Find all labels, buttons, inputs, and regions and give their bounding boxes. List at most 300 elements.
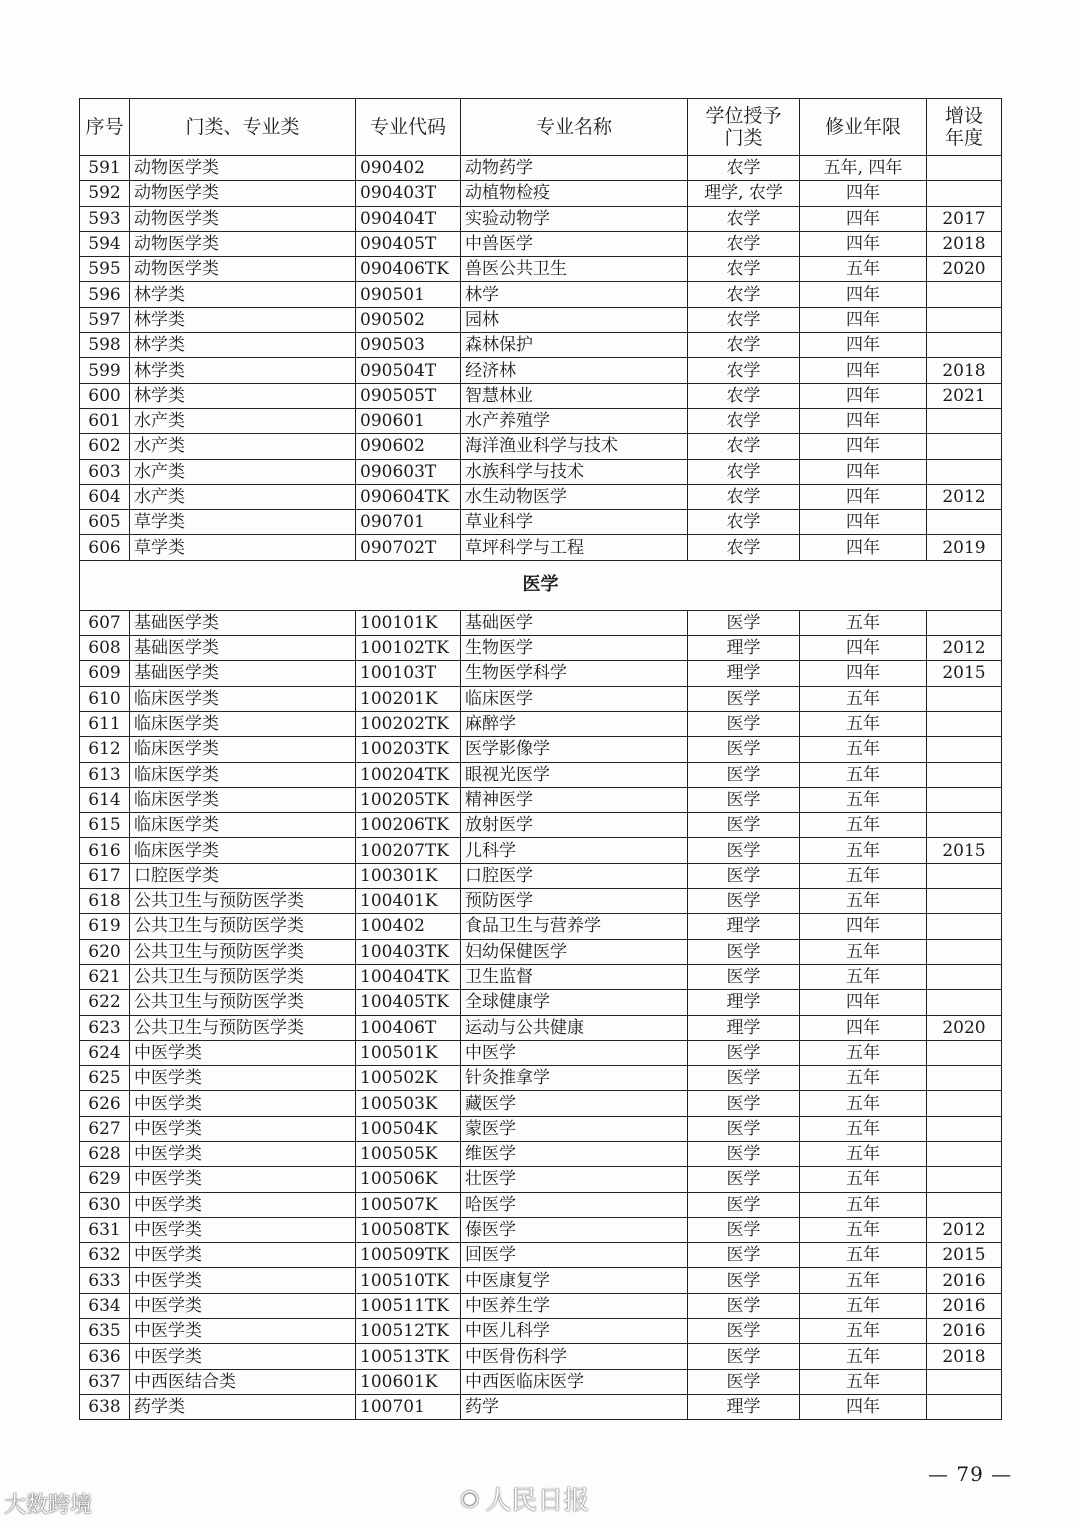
cell-name: 运动与公共健康 (461, 1015, 688, 1040)
table-row (80, 964, 1002, 989)
table-row (80, 737, 1002, 762)
header-seq: 序号 (80, 99, 130, 156)
page-number: — 79 — (928, 1462, 1013, 1486)
header-name: 专业名称 (461, 99, 688, 156)
table-row (80, 939, 1002, 964)
cell-category: 中医学类 (130, 1344, 356, 1369)
cell-added (927, 510, 1002, 535)
cell-name: 生物医学科学 (461, 661, 688, 686)
cell-seq: 597 (80, 307, 130, 332)
cell-name: 水产养殖学 (461, 408, 688, 433)
cell-category: 临床医学类 (130, 737, 356, 762)
weibo-icon: ◉ (460, 1486, 480, 1511)
cell-code: 100513TK (356, 1344, 461, 1369)
cell-added (927, 1167, 1002, 1192)
cell-degree: 医学 (688, 762, 800, 787)
cell-code: 100406T (356, 1015, 461, 1040)
cell-name: 兽医公共卫生 (461, 257, 688, 282)
cell-seq: 629 (80, 1167, 130, 1192)
cell-seq: 596 (80, 282, 130, 307)
cell-degree: 医学 (688, 1192, 800, 1217)
cell-category: 林学类 (130, 282, 356, 307)
cell-years: 五年 (800, 787, 927, 812)
cell-years: 五年 (800, 1319, 927, 1344)
cell-code: 100204TK (356, 762, 461, 787)
table-row (80, 636, 1002, 661)
cell-added (927, 964, 1002, 989)
cell-code: 100205TK (356, 787, 461, 812)
cell-seq: 616 (80, 838, 130, 863)
table-row (80, 206, 1002, 231)
cell-years: 五年 (800, 1192, 927, 1217)
cell-code: 100503K (356, 1091, 461, 1116)
cell-code: 100404TK (356, 964, 461, 989)
cell-added (927, 610, 1002, 635)
cell-name: 全球健康学 (461, 990, 688, 1015)
cell-name: 经济林 (461, 358, 688, 383)
cell-added (927, 1091, 1002, 1116)
cell-code: 100502K (356, 1066, 461, 1091)
cell-years: 五年 (800, 1091, 927, 1116)
cell-added: 2018 (927, 1344, 1002, 1369)
cell-seq: 612 (80, 737, 130, 762)
cell-years: 四年 (800, 408, 927, 433)
section-row (80, 560, 1002, 610)
cell-degree: 理学 (688, 1015, 800, 1040)
cell-years: 五年 (800, 813, 927, 838)
cell-name: 中西医临床医学 (461, 1369, 688, 1394)
cell-years: 五年 (800, 762, 927, 787)
cell-years: 四年 (800, 661, 927, 686)
cell-name: 中医儿科学 (461, 1319, 688, 1344)
cell-code: 100207TK (356, 838, 461, 863)
cell-years: 四年 (800, 1015, 927, 1040)
cell-years: 五年 (800, 939, 927, 964)
cell-category: 林学类 (130, 333, 356, 358)
cell-code: 100501K (356, 1040, 461, 1065)
cell-degree: 医学 (688, 1141, 800, 1166)
cell-category: 基础医学类 (130, 610, 356, 635)
cell-degree: 理学 (688, 636, 800, 661)
cell-seq: 603 (80, 459, 130, 484)
cell-category: 中医学类 (130, 1141, 356, 1166)
cell-added (927, 737, 1002, 762)
cell-added (927, 156, 1002, 181)
cell-degree: 理学 (688, 1394, 800, 1419)
cell-added: 2017 (927, 206, 1002, 231)
cell-added: 2020 (927, 257, 1002, 282)
table-row (80, 408, 1002, 433)
table-row (80, 1066, 1002, 1091)
cell-name: 傣医学 (461, 1217, 688, 1242)
cell-category: 水产类 (130, 484, 356, 509)
cell-code: 100301K (356, 863, 461, 888)
cell-seq: 606 (80, 535, 130, 560)
cell-category: 公共卫生与预防医学类 (130, 964, 356, 989)
table-row (80, 889, 1002, 914)
table-section-medicine (80, 560, 1002, 610)
cell-years: 五年 (800, 1141, 927, 1166)
cell-years: 五年 (800, 1066, 927, 1091)
cell-years: 五年 (800, 1116, 927, 1141)
cell-years: 四年 (800, 636, 927, 661)
cell-code: 100512TK (356, 1319, 461, 1344)
cell-seq: 632 (80, 1243, 130, 1268)
watermark-right (460, 1480, 589, 1517)
cell-degree: 医学 (688, 1217, 800, 1242)
cell-name: 妇幼保健医学 (461, 939, 688, 964)
cell-added (927, 181, 1002, 206)
cell-seq: 610 (80, 686, 130, 711)
cell-seq: 633 (80, 1268, 130, 1293)
cell-code: 100103T (356, 661, 461, 686)
table-row (80, 333, 1002, 358)
cell-years: 五年 (800, 1040, 927, 1065)
cell-seq: 602 (80, 434, 130, 459)
table-row (80, 1192, 1002, 1217)
cell-seq: 631 (80, 1217, 130, 1242)
cell-added (927, 1192, 1002, 1217)
cell-seq: 619 (80, 914, 130, 939)
table-row (80, 1394, 1002, 1419)
cell-years: 五年 (800, 711, 927, 736)
table-row (80, 990, 1002, 1015)
cell-name: 药学 (461, 1394, 688, 1419)
cell-category: 公共卫生与预防医学类 (130, 914, 356, 939)
cell-category: 临床医学类 (130, 762, 356, 787)
cell-name: 回医学 (461, 1243, 688, 1268)
cell-seq: 595 (80, 257, 130, 282)
cell-degree: 理学 (688, 661, 800, 686)
cell-seq: 594 (80, 231, 130, 256)
cell-name: 中医康复学 (461, 1268, 688, 1293)
cell-category: 中医学类 (130, 1091, 356, 1116)
cell-added (927, 1066, 1002, 1091)
cell-added (927, 1040, 1002, 1065)
cell-code: 090502 (356, 307, 461, 332)
cell-category: 林学类 (130, 383, 356, 408)
cell-seq: 599 (80, 358, 130, 383)
cell-name: 口腔医学 (461, 863, 688, 888)
cell-years: 五年 (800, 964, 927, 989)
cell-name: 精神医学 (461, 787, 688, 812)
cell-degree: 医学 (688, 1293, 800, 1318)
cell-degree: 医学 (688, 838, 800, 863)
cell-name: 实验动物学 (461, 206, 688, 231)
watermark-right-text: 人民日报 (485, 1486, 590, 1516)
cell-seq: 620 (80, 939, 130, 964)
table-row (80, 1091, 1002, 1116)
header-years: 修业年限 (800, 99, 927, 156)
table-row (80, 535, 1002, 560)
table-row (80, 1015, 1002, 1040)
cell-seq: 630 (80, 1192, 130, 1217)
table-row (80, 1116, 1002, 1141)
cell-added: 2012 (927, 1217, 1002, 1242)
cell-name: 动植物检疫 (461, 181, 688, 206)
cell-seq: 628 (80, 1141, 130, 1166)
cell-degree: 农学 (688, 206, 800, 231)
cell-name: 维医学 (461, 1141, 688, 1166)
cell-name: 中医学 (461, 1040, 688, 1065)
cell-code: 090601 (356, 408, 461, 433)
cell-seq: 623 (80, 1015, 130, 1040)
cell-seq: 635 (80, 1319, 130, 1344)
cell-name: 麻醉学 (461, 711, 688, 736)
cell-name: 基础医学 (461, 610, 688, 635)
cell-name: 草业科学 (461, 510, 688, 535)
cell-added (927, 1116, 1002, 1141)
cell-code: 100402 (356, 914, 461, 939)
table-row (80, 1319, 1002, 1344)
cell-years: 四年 (800, 510, 927, 535)
cell-years: 五年 (800, 1268, 927, 1293)
cell-years: 四年 (800, 231, 927, 256)
cell-category: 中医学类 (130, 1066, 356, 1091)
cell-name: 藏医学 (461, 1091, 688, 1116)
table-row (80, 1141, 1002, 1166)
cell-years: 五年 (800, 889, 927, 914)
cell-seq: 638 (80, 1394, 130, 1419)
cell-code: 090505T (356, 383, 461, 408)
cell-code: 100511TK (356, 1293, 461, 1318)
cell-category: 动物医学类 (130, 181, 356, 206)
cell-code: 100507K (356, 1192, 461, 1217)
cell-added (927, 434, 1002, 459)
table-row (80, 863, 1002, 888)
cell-code: 100505K (356, 1141, 461, 1166)
cell-category: 临床医学类 (130, 686, 356, 711)
cell-category: 基础医学类 (130, 661, 356, 686)
table-row (80, 1369, 1002, 1394)
cell-degree: 农学 (688, 257, 800, 282)
table-row (80, 711, 1002, 736)
cell-code: 100508TK (356, 1217, 461, 1242)
cell-code: 090404T (356, 206, 461, 231)
cell-name: 临床医学 (461, 686, 688, 711)
cell-category: 中西医结合类 (130, 1369, 356, 1394)
cell-seq: 598 (80, 333, 130, 358)
cell-category: 动物医学类 (130, 156, 356, 181)
cell-category: 水产类 (130, 408, 356, 433)
cell-added: 2020 (927, 1015, 1002, 1040)
cell-name: 卫生监督 (461, 964, 688, 989)
cell-added (927, 711, 1002, 736)
cell-category: 药学类 (130, 1394, 356, 1419)
table-row (80, 307, 1002, 332)
cell-code: 100202TK (356, 711, 461, 736)
cell-category: 公共卫生与预防医学类 (130, 1015, 356, 1040)
cell-added: 2021 (927, 383, 1002, 408)
cell-degree: 理学, 农学 (688, 181, 800, 206)
cell-code: 090702T (356, 535, 461, 560)
cell-category: 临床医学类 (130, 711, 356, 736)
cell-name: 海洋渔业科学与技术 (461, 434, 688, 459)
cell-code: 090405T (356, 231, 461, 256)
cell-years: 五年 (800, 257, 927, 282)
cell-degree: 理学 (688, 914, 800, 939)
cell-degree: 医学 (688, 964, 800, 989)
cell-degree: 医学 (688, 1344, 800, 1369)
table-body-medicine (80, 610, 1002, 1420)
cell-years: 五年 (800, 1243, 927, 1268)
cell-years: 四年 (800, 181, 927, 206)
cell-seq: 600 (80, 383, 130, 408)
cell-seq: 637 (80, 1369, 130, 1394)
table-row (80, 231, 1002, 256)
cell-name: 水族科学与技术 (461, 459, 688, 484)
cell-degree: 医学 (688, 787, 800, 812)
cell-category: 中医学类 (130, 1243, 356, 1268)
cell-code: 100504K (356, 1116, 461, 1141)
table-row (80, 156, 1002, 181)
cell-code: 090406TK (356, 257, 461, 282)
cell-category: 动物医学类 (130, 257, 356, 282)
cell-added (927, 939, 1002, 964)
cell-seq: 613 (80, 762, 130, 787)
cell-added: 2015 (927, 1243, 1002, 1268)
cell-seq: 622 (80, 990, 130, 1015)
table-row (80, 257, 1002, 282)
table-row (80, 787, 1002, 812)
table-row (80, 484, 1002, 509)
cell-seq: 615 (80, 813, 130, 838)
cell-years: 四年 (800, 358, 927, 383)
cell-code: 090602 (356, 434, 461, 459)
cell-seq: 593 (80, 206, 130, 231)
table-row (80, 686, 1002, 711)
cell-code: 100510TK (356, 1268, 461, 1293)
cell-code: 100101K (356, 610, 461, 635)
cell-added (927, 307, 1002, 332)
table-row (80, 282, 1002, 307)
table-row (80, 510, 1002, 535)
cell-degree: 农学 (688, 358, 800, 383)
cell-degree: 农学 (688, 282, 800, 307)
cell-degree: 农学 (688, 383, 800, 408)
table-row (80, 762, 1002, 787)
table-row (80, 181, 1002, 206)
cell-code: 100509TK (356, 1243, 461, 1268)
cell-category: 临床医学类 (130, 813, 356, 838)
cell-category: 公共卫生与预防医学类 (130, 939, 356, 964)
cell-seq: 601 (80, 408, 130, 433)
cell-category: 中医学类 (130, 1319, 356, 1344)
cell-category: 公共卫生与预防医学类 (130, 990, 356, 1015)
cell-name: 森林保护 (461, 333, 688, 358)
cell-degree: 医学 (688, 711, 800, 736)
cell-degree: 医学 (688, 737, 800, 762)
table-row (80, 434, 1002, 459)
cell-seq: 617 (80, 863, 130, 888)
cell-seq: 636 (80, 1344, 130, 1369)
cell-added (927, 1394, 1002, 1419)
cell-added: 2019 (927, 535, 1002, 560)
cell-degree: 医学 (688, 1319, 800, 1344)
cell-category: 临床医学类 (130, 787, 356, 812)
cell-degree: 理学 (688, 990, 800, 1015)
cell-category: 林学类 (130, 307, 356, 332)
cell-seq: 608 (80, 636, 130, 661)
cell-added (927, 282, 1002, 307)
cell-years: 五年 (800, 863, 927, 888)
cell-seq: 634 (80, 1293, 130, 1318)
cell-added: 2015 (927, 838, 1002, 863)
table-row (80, 1293, 1002, 1318)
cell-code: 090701 (356, 510, 461, 535)
cell-degree: 医学 (688, 1369, 800, 1394)
cell-code: 090402 (356, 156, 461, 181)
watermark-left-text: 大数跨境 (4, 1493, 93, 1518)
cell-degree: 农学 (688, 408, 800, 433)
cell-years: 四年 (800, 914, 927, 939)
cell-category: 林学类 (130, 358, 356, 383)
cell-added: 2018 (927, 358, 1002, 383)
cell-seq: 592 (80, 181, 130, 206)
table-row (80, 914, 1002, 939)
cell-years: 四年 (800, 282, 927, 307)
cell-added: 2018 (927, 231, 1002, 256)
cell-degree: 医学 (688, 610, 800, 635)
cell-degree: 医学 (688, 889, 800, 914)
cell-code: 100401K (356, 889, 461, 914)
cell-code: 100102TK (356, 636, 461, 661)
cell-category: 基础医学类 (130, 636, 356, 661)
cell-degree: 医学 (688, 939, 800, 964)
cell-name: 壮医学 (461, 1167, 688, 1192)
cell-degree: 农学 (688, 484, 800, 509)
header-added: 增设年度 (927, 99, 1002, 156)
cell-degree: 医学 (688, 813, 800, 838)
cell-seq: 605 (80, 510, 130, 535)
cell-degree: 农学 (688, 333, 800, 358)
cell-name: 蒙医学 (461, 1116, 688, 1141)
cell-code: 100206TK (356, 813, 461, 838)
cell-name: 医学影像学 (461, 737, 688, 762)
cell-degree: 医学 (688, 1066, 800, 1091)
cell-years: 五年 (800, 1167, 927, 1192)
table-row (80, 358, 1002, 383)
cell-degree: 农学 (688, 434, 800, 459)
cell-name: 哈医学 (461, 1192, 688, 1217)
cell-years: 五年 (800, 610, 927, 635)
cell-category: 水产类 (130, 434, 356, 459)
cell-code: 090403T (356, 181, 461, 206)
cell-category: 中医学类 (130, 1192, 356, 1217)
cell-added (927, 686, 1002, 711)
cell-years: 四年 (800, 1394, 927, 1419)
cell-seq: 611 (80, 711, 130, 736)
cell-added (927, 787, 1002, 812)
cell-seq: 627 (80, 1116, 130, 1141)
cell-category: 动物医学类 (130, 231, 356, 256)
cell-name: 生物医学 (461, 636, 688, 661)
table-row (80, 383, 1002, 408)
cell-degree: 农学 (688, 307, 800, 332)
cell-code: 090504T (356, 358, 461, 383)
cell-years: 四年 (800, 333, 927, 358)
cell-seq: 626 (80, 1091, 130, 1116)
cell-years: 五年 (800, 1293, 927, 1318)
table-header-row (80, 99, 1002, 156)
cell-code: 100201K (356, 686, 461, 711)
cell-degree: 农学 (688, 156, 800, 181)
cell-degree: 医学 (688, 1091, 800, 1116)
cell-seq: 618 (80, 889, 130, 914)
cell-category: 口腔医学类 (130, 863, 356, 888)
cell-name: 水生动物医学 (461, 484, 688, 509)
cell-code: 090603T (356, 459, 461, 484)
